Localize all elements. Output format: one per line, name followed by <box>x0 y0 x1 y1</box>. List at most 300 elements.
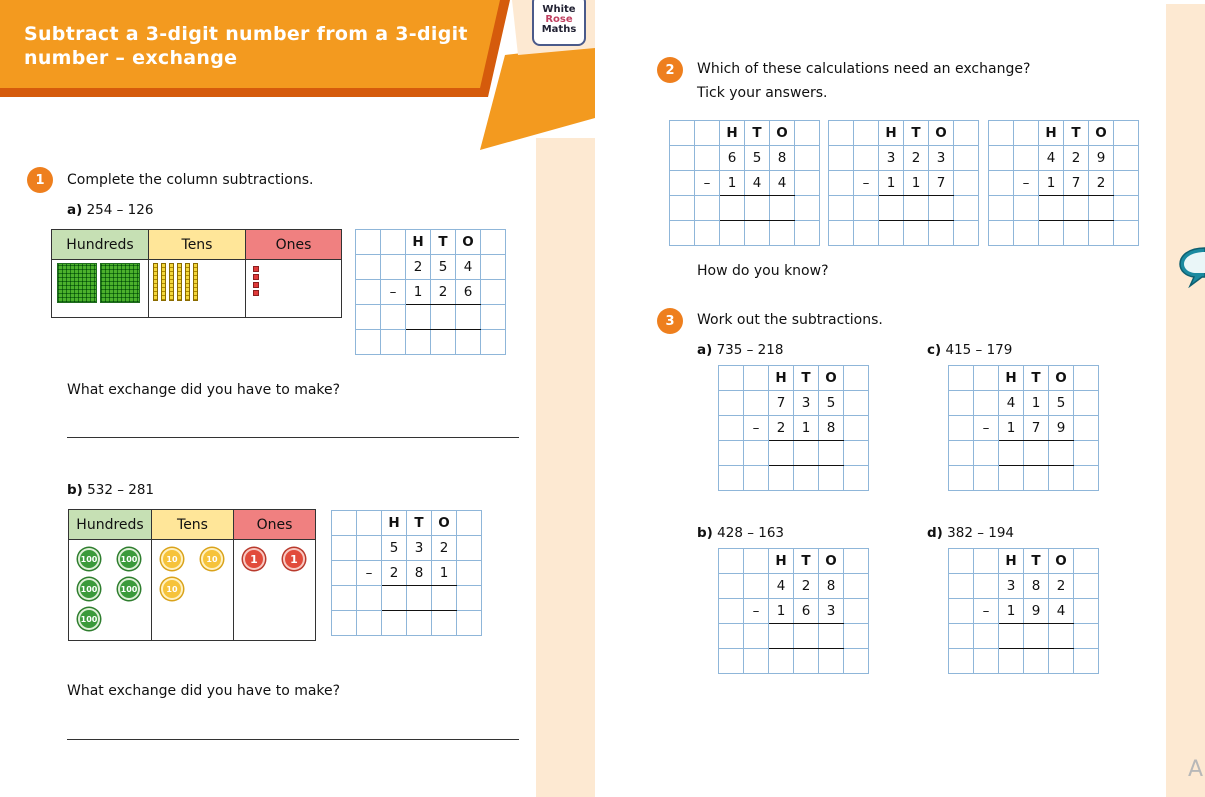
q3d-column-grid <box>948 548 1099 674</box>
grid-cell <box>1089 221 1114 246</box>
right-margin-strip <box>1166 4 1205 797</box>
q3-prompt: Work out the subtractions. <box>697 312 883 328</box>
grid-cell: 1 <box>794 416 819 441</box>
grid-cell <box>719 574 744 599</box>
grid-cell: 6 <box>794 599 819 624</box>
grid-cell: 4 <box>1049 599 1074 624</box>
grid-cell <box>974 549 999 574</box>
grid-cell <box>695 121 720 146</box>
answer-cell[interactable] <box>431 305 456 330</box>
grid-cell: 4 <box>999 391 1024 416</box>
grid-cell <box>949 441 974 466</box>
grid-cell <box>719 416 744 441</box>
grid-cell: 4 <box>745 171 770 196</box>
q3b-label: b) 428 – 163 <box>697 525 785 541</box>
hundred-counter: 100 <box>118 548 140 570</box>
grid-cell <box>719 466 744 491</box>
grid-cell: 2 <box>1049 574 1074 599</box>
ten-rod <box>153 263 158 301</box>
q1a-place-value-chart <box>51 229 342 318</box>
grid-cell <box>844 549 869 574</box>
grid-cell <box>356 305 381 330</box>
grid-cell: 3 <box>999 574 1024 599</box>
grid-cell: O <box>432 511 457 536</box>
q1-prompt: Complete the column subtractions. <box>67 172 314 188</box>
grid-cell: 2 <box>1089 171 1114 196</box>
grid-cell: 1 <box>904 171 929 196</box>
grid-cell: 9 <box>1089 146 1114 171</box>
pv-tens-cell <box>152 540 234 640</box>
grid-cell <box>356 330 381 355</box>
ten-counter: 10 <box>161 548 183 570</box>
grid-cell <box>1074 366 1099 391</box>
grid-cell: – <box>854 171 879 196</box>
grid-cell: 1 <box>999 599 1024 624</box>
grid-cell <box>829 146 854 171</box>
grid-cell <box>1114 196 1139 221</box>
grid-cell <box>844 416 869 441</box>
grid-cell: 5 <box>745 146 770 171</box>
grid-cell <box>974 624 999 649</box>
pv-ones-cell <box>234 540 315 640</box>
grid-cell <box>720 221 745 246</box>
ten-counter: 10 <box>201 548 223 570</box>
answer-cell[interactable] <box>407 586 432 611</box>
grid-cell <box>769 649 794 674</box>
grid-cell <box>879 196 904 221</box>
one-counter: 1 <box>283 548 305 570</box>
grid-cell <box>949 599 974 624</box>
grid-cell <box>954 146 979 171</box>
grid-cell <box>670 196 695 221</box>
grid-cell <box>481 330 506 355</box>
grid-cell <box>1039 221 1064 246</box>
grid-cell <box>954 221 979 246</box>
grid-cell: H <box>879 121 904 146</box>
grid-cell <box>1014 221 1039 246</box>
grid-cell <box>457 536 482 561</box>
q3c-label: c) 415 – 179 <box>927 342 1013 358</box>
grid-cell <box>989 121 1014 146</box>
grid-cell <box>949 416 974 441</box>
grid-cell: 2 <box>1064 146 1089 171</box>
ten-counter: 10 <box>161 578 183 600</box>
grid-cell <box>1114 171 1139 196</box>
grid-cell <box>719 624 744 649</box>
grid-cell: 3 <box>879 146 904 171</box>
grid-cell: T <box>431 230 456 255</box>
grid-cell <box>974 391 999 416</box>
answer-cell[interactable] <box>406 305 431 330</box>
grid-cell: O <box>770 121 795 146</box>
grid-cell <box>1064 196 1089 221</box>
grid-cell: 1 <box>879 171 904 196</box>
grid-cell <box>381 230 406 255</box>
page-title: Subtract a 3-digit number from a 3-digit number – exchange <box>24 23 468 69</box>
grid-cell <box>954 171 979 196</box>
q1a-label: a) 254 – 126 <box>67 202 154 218</box>
grid-cell <box>929 196 954 221</box>
grid-cell <box>1074 441 1099 466</box>
speech-bubble-icon <box>1178 244 1205 288</box>
grid-cell <box>974 441 999 466</box>
answer-cell[interactable] <box>819 441 844 466</box>
grid-cell <box>719 366 744 391</box>
grid-cell <box>769 466 794 491</box>
pv-tens-cell <box>149 260 246 317</box>
grid-cell <box>1064 221 1089 246</box>
ten-rod <box>177 263 182 301</box>
grid-cell <box>357 611 382 636</box>
grid-cell <box>745 196 770 221</box>
grid-cell: 7 <box>1024 416 1049 441</box>
grid-cell: – <box>974 416 999 441</box>
grid-cell <box>854 221 879 246</box>
answer-cell[interactable] <box>1024 441 1049 466</box>
q2-how-question: How do you know? <box>697 263 829 279</box>
grid-cell: 1 <box>432 561 457 586</box>
grid-cell: 4 <box>456 255 481 280</box>
grid-cell <box>844 574 869 599</box>
q1a-exchange-question: What exchange did you have to make? <box>67 382 341 398</box>
grid-cell <box>332 536 357 561</box>
grid-cell <box>745 221 770 246</box>
grid-cell <box>432 611 457 636</box>
grid-cell: 4 <box>1039 146 1064 171</box>
grid-cell: T <box>1024 549 1049 574</box>
grid-cell <box>829 221 854 246</box>
q1a-answer-line[interactable] <box>67 437 519 438</box>
q1b-exchange-question: What exchange did you have to make? <box>67 683 341 699</box>
grid-cell <box>670 171 695 196</box>
grid-cell <box>357 536 382 561</box>
grid-cell: 7 <box>929 171 954 196</box>
grid-cell <box>1074 574 1099 599</box>
grid-cell: 2 <box>382 561 407 586</box>
grid-cell <box>407 611 432 636</box>
q3a-column-grid <box>718 365 869 491</box>
grid-cell <box>989 221 1014 246</box>
grid-cell <box>949 649 974 674</box>
grid-cell <box>794 649 819 674</box>
grid-cell: 1 <box>406 280 431 305</box>
answer-cell[interactable] <box>1049 624 1074 649</box>
grid-cell: 2 <box>431 280 456 305</box>
grid-cell <box>670 221 695 246</box>
grid-cell: – <box>744 416 769 441</box>
grid-cell <box>974 649 999 674</box>
grid-cell <box>744 441 769 466</box>
q2-grid-1[interactable] <box>669 120 820 246</box>
grid-cell <box>381 255 406 280</box>
grid-cell <box>744 366 769 391</box>
hundred-counter: 100 <box>78 608 100 630</box>
grid-cell <box>719 441 744 466</box>
grid-cell: O <box>1049 366 1074 391</box>
grid-cell <box>670 146 695 171</box>
pv-hundreds-cell <box>69 540 152 640</box>
grid-cell <box>1014 121 1039 146</box>
grid-cell <box>989 146 1014 171</box>
grid-cell <box>949 574 974 599</box>
grid-cell <box>332 561 357 586</box>
grid-cell <box>1014 196 1039 221</box>
grid-cell: O <box>456 230 481 255</box>
answer-cell[interactable] <box>769 441 794 466</box>
grid-cell <box>382 611 407 636</box>
grid-cell: 8 <box>1024 574 1049 599</box>
q3a-label: a) 735 – 218 <box>697 342 784 358</box>
grid-cell <box>954 196 979 221</box>
grid-cell: 3 <box>819 599 844 624</box>
grid-cell <box>481 280 506 305</box>
grid-cell <box>457 511 482 536</box>
grid-cell <box>999 649 1024 674</box>
grid-cell <box>829 171 854 196</box>
grid-cell: T <box>1024 366 1049 391</box>
grid-cell <box>949 624 974 649</box>
grid-cell <box>819 466 844 491</box>
grid-cell <box>954 121 979 146</box>
q3d-label: d) 382 – 194 <box>927 525 1015 541</box>
answer-cell[interactable] <box>1049 441 1074 466</box>
grid-cell <box>974 366 999 391</box>
grid-cell: 3 <box>407 536 432 561</box>
grid-cell: 7 <box>1064 171 1089 196</box>
grid-cell: 2 <box>904 146 929 171</box>
q1b-answer-line[interactable] <box>67 739 519 740</box>
grid-cell <box>929 221 954 246</box>
grid-cell <box>744 574 769 599</box>
grid-cell: 8 <box>770 146 795 171</box>
grid-cell <box>819 649 844 674</box>
grid-cell: T <box>1064 121 1089 146</box>
grid-cell <box>949 466 974 491</box>
grid-cell <box>481 255 506 280</box>
grid-cell: 1 <box>999 416 1024 441</box>
grid-cell <box>1074 549 1099 574</box>
grid-cell <box>357 586 382 611</box>
grid-cell <box>795 121 820 146</box>
grid-cell: T <box>745 121 770 146</box>
grid-cell: T <box>794 549 819 574</box>
grid-cell <box>481 305 506 330</box>
grid-cell: O <box>1089 121 1114 146</box>
grid-cell <box>719 391 744 416</box>
answer-cell[interactable] <box>794 441 819 466</box>
grid-cell <box>1114 221 1139 246</box>
pv-ones-header: Ones <box>234 510 315 540</box>
grid-cell <box>904 196 929 221</box>
grid-cell <box>332 586 357 611</box>
grid-cell <box>1074 599 1099 624</box>
q1b-column-grid <box>331 510 482 636</box>
grid-cell: 4 <box>769 574 794 599</box>
one-cube <box>253 282 259 288</box>
grid-cell <box>357 511 382 536</box>
grid-cell <box>457 586 482 611</box>
grid-cell <box>720 196 745 221</box>
grid-cell <box>770 221 795 246</box>
grid-cell <box>904 221 929 246</box>
grid-cell <box>670 121 695 146</box>
right-page <box>595 0 1205 797</box>
grid-cell <box>1089 196 1114 221</box>
grid-cell: H <box>1039 121 1064 146</box>
grid-cell <box>999 466 1024 491</box>
answer-cell[interactable] <box>999 624 1024 649</box>
q2-grid-2[interactable] <box>828 120 979 246</box>
grid-cell: 1 <box>1039 171 1064 196</box>
margin-letter: A <box>1188 757 1204 782</box>
grid-cell <box>381 330 406 355</box>
answer-cell[interactable] <box>456 305 481 330</box>
grid-cell <box>989 196 1014 221</box>
grid-cell: 8 <box>407 561 432 586</box>
answer-cell[interactable] <box>1024 624 1049 649</box>
grid-cell <box>794 466 819 491</box>
grid-cell <box>744 549 769 574</box>
hundred-counter: 100 <box>78 548 100 570</box>
grid-cell: H <box>406 230 431 255</box>
grid-cell <box>332 611 357 636</box>
grid-cell: H <box>999 366 1024 391</box>
ten-rod <box>193 263 198 301</box>
grid-cell: – <box>974 599 999 624</box>
grid-cell <box>1074 466 1099 491</box>
answer-cell[interactable] <box>999 441 1024 466</box>
answer-cell[interactable] <box>769 624 794 649</box>
grid-cell <box>844 599 869 624</box>
answer-cell[interactable] <box>794 624 819 649</box>
grid-cell <box>974 574 999 599</box>
grid-cell: T <box>904 121 929 146</box>
grid-cell <box>695 146 720 171</box>
grid-cell <box>844 624 869 649</box>
answer-cell[interactable] <box>819 624 844 649</box>
ten-rod <box>161 263 166 301</box>
pv-hundreds-header: Hundreds <box>69 510 152 540</box>
pv-ones-header: Ones <box>246 230 341 260</box>
grid-cell <box>332 511 357 536</box>
grid-cell: 8 <box>819 574 844 599</box>
grid-cell <box>695 196 720 221</box>
question-2-number: 2 <box>657 57 683 83</box>
grid-cell: 9 <box>1049 416 1074 441</box>
grid-cell <box>1024 466 1049 491</box>
answer-cell[interactable] <box>432 586 457 611</box>
pv-hundreds-cell <box>52 260 149 317</box>
pv-ones-cell <box>246 260 341 317</box>
grid-cell <box>744 624 769 649</box>
q2-prompt: Which of these calculations need an exchange? <box>697 61 1031 77</box>
grid-cell <box>795 146 820 171</box>
grid-cell <box>854 196 879 221</box>
grid-cell <box>844 649 869 674</box>
grid-cell: 2 <box>794 574 819 599</box>
grid-cell <box>989 171 1014 196</box>
hundred-square <box>57 263 97 303</box>
grid-cell: H <box>999 549 1024 574</box>
ten-rod <box>169 263 174 301</box>
grid-cell: 1 <box>1024 391 1049 416</box>
grid-cell: 8 <box>819 416 844 441</box>
grid-cell <box>1014 146 1039 171</box>
one-cube <box>253 274 259 280</box>
grid-cell <box>795 221 820 246</box>
grid-cell: 2 <box>769 416 794 441</box>
grid-cell <box>770 196 795 221</box>
grid-cell: T <box>794 366 819 391</box>
one-cube <box>253 266 259 272</box>
grid-cell: 7 <box>769 391 794 416</box>
grid-cell: 9 <box>1024 599 1049 624</box>
grid-cell <box>949 366 974 391</box>
grid-cell <box>1049 466 1074 491</box>
grid-cell <box>1049 649 1074 674</box>
grid-cell: O <box>929 121 954 146</box>
grid-cell <box>719 649 744 674</box>
grid-cell <box>481 230 506 255</box>
hundred-square <box>100 263 140 303</box>
grid-cell <box>406 330 431 355</box>
grid-cell: 3 <box>794 391 819 416</box>
grid-cell <box>744 466 769 491</box>
left-page <box>0 0 595 797</box>
grid-cell <box>1074 649 1099 674</box>
grid-cell: – <box>357 561 382 586</box>
grid-cell <box>719 599 744 624</box>
question-1-number: 1 <box>27 167 53 193</box>
grid-cell <box>356 230 381 255</box>
grid-cell: 5 <box>819 391 844 416</box>
grid-cell <box>879 221 904 246</box>
question-3-number: 3 <box>657 308 683 334</box>
grid-cell <box>457 611 482 636</box>
grid-cell: – <box>381 280 406 305</box>
grid-cell <box>457 561 482 586</box>
grid-cell <box>949 549 974 574</box>
grid-cell: 6 <box>720 146 745 171</box>
grid-cell: 5 <box>382 536 407 561</box>
q3c-column-grid <box>948 365 1099 491</box>
grid-cell <box>1114 146 1139 171</box>
q2-prompt-tick: Tick your answers. <box>697 85 828 101</box>
q3b-column-grid <box>718 548 869 674</box>
pv-hundreds-header: Hundreds <box>52 230 149 260</box>
grid-cell: 1 <box>769 599 794 624</box>
q1a-column-grid <box>355 229 506 355</box>
grid-cell: O <box>1049 549 1074 574</box>
grid-cell <box>829 121 854 146</box>
grid-cell: – <box>695 171 720 196</box>
grid-cell <box>795 171 820 196</box>
grid-cell <box>974 466 999 491</box>
grid-cell <box>744 391 769 416</box>
grid-cell: 4 <box>770 171 795 196</box>
answer-cell[interactable] <box>382 586 407 611</box>
white-rose-logo: White Rose Maths <box>532 0 586 46</box>
pv-tens-header: Tens <box>149 230 246 260</box>
pv-tens-header: Tens <box>152 510 234 540</box>
grid-cell <box>356 280 381 305</box>
left-margin-strip <box>536 138 595 797</box>
q2-grid-3[interactable] <box>988 120 1139 246</box>
grid-cell: 1 <box>720 171 745 196</box>
grid-cell <box>1074 624 1099 649</box>
grid-cell <box>1074 391 1099 416</box>
grid-cell <box>844 466 869 491</box>
